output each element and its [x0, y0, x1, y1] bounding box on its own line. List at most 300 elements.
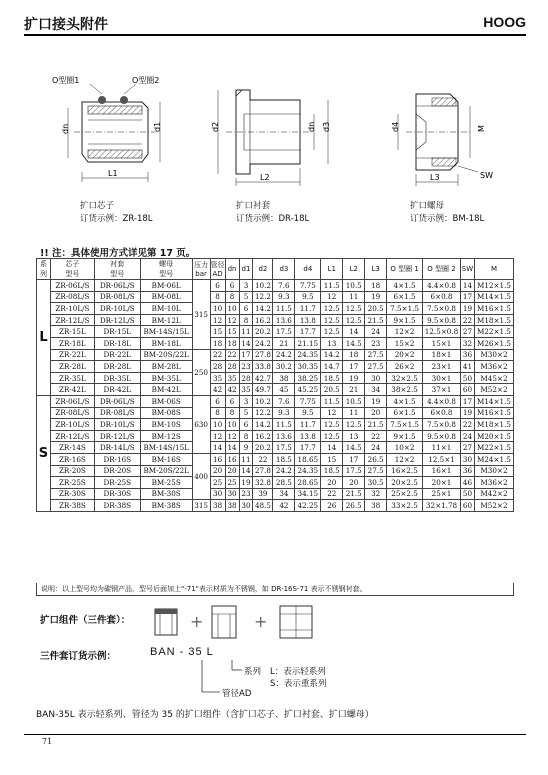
- header-rule: [24, 34, 526, 36]
- table-cell: 12.5: [343, 419, 365, 431]
- table-cell: 25: [225, 477, 239, 489]
- sleeve-drawing: [196, 74, 336, 194]
- sleeve-name: 扩口衬套: [236, 201, 271, 211]
- table-cell: 11: [239, 326, 253, 338]
- table-cell: BM-08L: [140, 291, 192, 303]
- th-l3: L3: [365, 259, 387, 280]
- table-cell: 22: [321, 488, 343, 500]
- table-row: [37, 326, 514, 338]
- table-cell: DR-42L: [94, 384, 140, 396]
- table-cell: 8: [225, 291, 239, 303]
- table-cell: BM-12L: [140, 314, 192, 326]
- table-cell: BM-06L: [140, 280, 192, 292]
- core-caption: [80, 200, 153, 226]
- table-cell: 18.5: [321, 372, 343, 384]
- table-cell: 10×2: [387, 442, 423, 454]
- table-cell: 5: [239, 291, 253, 303]
- table-cell: 13.6: [273, 314, 295, 326]
- table-cell: 45.25: [295, 384, 321, 396]
- th-series: 系 列: [37, 259, 51, 280]
- th-l2: L2: [343, 259, 365, 280]
- table-cell: 20.2: [254, 327, 271, 337]
- th-d3: d3: [273, 259, 295, 280]
- table-cell: DR-16S: [94, 453, 140, 465]
- table-cell: 21.15: [295, 337, 321, 349]
- table-cell: M36×2: [474, 477, 513, 489]
- table-cell: 8: [210, 407, 225, 419]
- table-cell: 13.8: [295, 314, 321, 326]
- table-cell: M16×1.5: [474, 303, 513, 315]
- th-nut: 螺母 型号: [140, 259, 192, 280]
- assembly-title: 扩口组件（三件套）：: [40, 615, 131, 626]
- th-d1: d1: [239, 259, 253, 280]
- table-cell: 32: [460, 337, 474, 349]
- table-cell: 30: [365, 372, 387, 384]
- table-cell: 12.2: [254, 292, 271, 302]
- table-cell: DR-20S: [94, 465, 140, 477]
- table-cell: 17.5: [343, 465, 365, 477]
- table-cell: M16×1.5: [474, 407, 513, 419]
- dim-d2: d2: [211, 121, 220, 132]
- table-cell: 7.75: [295, 395, 321, 407]
- th-m: M: [474, 259, 513, 280]
- dim-m: M: [477, 125, 486, 132]
- th-core: 芯子 型号: [50, 259, 94, 280]
- table-cell: 10.2: [254, 280, 271, 290]
- table-cell: 28: [210, 361, 225, 373]
- sleeve-order: 订货示例：DR-18L: [236, 214, 310, 224]
- table-cell: 50: [460, 372, 474, 384]
- page-title: 扩口接头附件: [24, 17, 108, 33]
- table-footnote: 说明：以上型号均为碳钢产品，型号后面加上"-71"表示材质为不锈钢，如 DR-16S-71 表示不锈钢衬套。: [36, 583, 514, 596]
- table-cell: 13.6: [273, 430, 295, 442]
- table-cell: 6: [239, 419, 253, 431]
- table-cell: 12.5: [321, 419, 343, 431]
- table-cell: 20: [343, 477, 365, 489]
- table-cell: ZR-35L: [50, 372, 94, 384]
- table-cell: 19: [460, 303, 474, 315]
- order-example-title: 三件套订货示例：: [40, 651, 117, 662]
- table-cell: BM-20S/22L: [140, 349, 192, 361]
- table-cell: 7.6: [273, 280, 295, 292]
- dim-l3: L3: [430, 173, 440, 182]
- page-number: 71: [42, 737, 53, 746]
- table-cell: 14.5: [343, 442, 365, 454]
- table-cell: 22: [460, 314, 474, 326]
- table-cell: 38: [225, 500, 239, 512]
- table-cell: 6: [210, 280, 225, 292]
- table-cell: 15: [225, 326, 239, 338]
- footer-rule: [24, 734, 526, 735]
- table-cell: 10: [210, 419, 225, 431]
- table-cell: 6×1.5: [387, 407, 423, 419]
- table-cell: BM-14S/15L: [140, 326, 192, 338]
- table-cell: ZR-30S: [50, 488, 94, 500]
- table-cell: 10: [225, 303, 239, 315]
- table-cell: 28.65: [295, 477, 321, 489]
- table-cell: 16.2: [254, 431, 271, 441]
- nut-caption: [410, 200, 484, 226]
- table-cell: 8: [239, 314, 253, 326]
- table-cell: 30: [225, 488, 239, 500]
- table-cell: 30: [460, 453, 474, 465]
- table-cell: 25×1: [423, 488, 461, 500]
- table-cell: 15×1: [423, 337, 461, 349]
- table-row: [37, 337, 514, 349]
- table-cell: 24.2: [273, 465, 295, 477]
- table-cell: M20×1.5: [474, 430, 513, 442]
- table-cell: 19: [365, 291, 387, 303]
- table-cell: 14.2: [321, 349, 343, 361]
- table-cell: 11: [343, 291, 365, 303]
- th-l1: L1: [321, 259, 343, 280]
- table-cell: 8: [225, 407, 239, 419]
- table-cell: 7.75: [295, 280, 321, 292]
- table-cell: 21.5: [365, 314, 387, 326]
- table-cell: 9×1.5: [387, 430, 423, 442]
- table-cell: 6: [210, 395, 225, 407]
- table-cell: 6×0.8: [423, 407, 461, 419]
- table-cell: 23: [239, 361, 253, 373]
- table-cell: 34: [365, 384, 387, 396]
- table-cell: 14: [239, 465, 253, 477]
- table-cell: 36: [460, 349, 474, 361]
- table-cell: BM-16S: [140, 453, 192, 465]
- table-cell: 14: [210, 442, 225, 454]
- nut-name: 扩口螺母: [410, 201, 445, 211]
- table-cell: 13.8: [295, 430, 321, 442]
- table-cell: 3: [239, 280, 253, 292]
- table-cell: M22×1.5: [474, 326, 513, 338]
- table-cell: 18×1: [423, 349, 461, 361]
- core-drawing: [52, 74, 182, 194]
- table-cell: 20×2: [387, 349, 423, 361]
- spec-table-body: [37, 280, 514, 512]
- table-row: [37, 442, 514, 454]
- th-oring2: O 型圈 2: [423, 259, 461, 280]
- table-cell: 41: [460, 361, 474, 373]
- table-cell: M42×2: [474, 488, 513, 500]
- table-cell: 22: [460, 419, 474, 431]
- table-cell: 26: [321, 500, 343, 512]
- table-cell: 19: [365, 395, 387, 407]
- table-cell: 32.8: [254, 477, 271, 487]
- table-cell: 11.5: [321, 395, 343, 407]
- table-cell: 7.5×0.8: [423, 303, 461, 315]
- table-cell: DR-06L/S: [94, 280, 140, 292]
- series-cell: L: [37, 280, 51, 396]
- table-cell: 30.2: [273, 361, 295, 373]
- table-row: [37, 395, 514, 407]
- table-cell: 14.2: [254, 419, 271, 429]
- table-cell: 12.5: [321, 326, 343, 338]
- table-cell: 12: [321, 407, 343, 419]
- core-name: 扩口芯子: [80, 201, 115, 211]
- table-cell: 38.25: [295, 372, 321, 384]
- order-od-label: 管径AD: [222, 689, 252, 699]
- table-cell: 23: [365, 337, 387, 349]
- order-series-s: S：表示重系列: [270, 679, 327, 689]
- table-cell: BM-42L: [140, 384, 192, 396]
- table-cell: 18: [365, 280, 387, 292]
- table-cell: ZR-15L: [50, 326, 94, 338]
- table-cell: M18×1.5: [474, 419, 513, 431]
- table-cell: 22: [253, 453, 273, 465]
- series-cell: S: [37, 395, 51, 511]
- table-cell: 20.2: [254, 443, 271, 453]
- table-cell: DR-15L: [94, 326, 140, 338]
- nut-order: 订货示例：BM-18L: [410, 214, 485, 224]
- table-row: [37, 384, 514, 396]
- table-cell: 18.5: [273, 453, 295, 465]
- table-cell: 24.35: [295, 349, 321, 361]
- table-cell: ZR-16S: [50, 453, 94, 465]
- table-cell: 9.5: [295, 407, 321, 419]
- o-ring-1-label: O型圈1: [52, 76, 80, 85]
- table-cell: 22: [365, 430, 387, 442]
- table-cell: 11×1: [423, 442, 461, 454]
- table-cell: 12.5×0.8: [423, 326, 461, 338]
- table-cell: BM-35L: [140, 372, 192, 384]
- table-cell: 12: [321, 291, 343, 303]
- page-header: [24, 14, 526, 36]
- table-cell: 7.6: [273, 395, 295, 407]
- table-cell: 27.8: [254, 466, 271, 476]
- table-cell: 17: [460, 395, 474, 407]
- table-cell: 16×1: [423, 465, 461, 477]
- table-cell: 14: [239, 337, 253, 349]
- table-cell: 12: [210, 314, 225, 326]
- table-row: [37, 314, 514, 326]
- table-cell: 14: [321, 442, 343, 454]
- table-cell: 11.5: [321, 280, 343, 292]
- pressure-cell: 315: [192, 500, 210, 512]
- table-cell: M12×1.5: [474, 280, 513, 292]
- table-cell: 4×1.5: [387, 280, 423, 292]
- table-row: [37, 465, 514, 477]
- table-cell: ZR-20S: [50, 465, 94, 477]
- dim-d4: d4: [391, 121, 400, 132]
- table-cell: 26.5: [365, 453, 387, 465]
- table-cell: M30×2: [474, 465, 513, 477]
- table-cell: 4.4×0.8: [423, 280, 461, 292]
- table-cell: 15: [210, 326, 225, 338]
- table-cell: 38: [210, 500, 225, 512]
- dim-d3: d3: [322, 121, 331, 132]
- table-cell: ZR-14S: [50, 442, 94, 454]
- table-cell: 20: [210, 465, 225, 477]
- table-cell: M18×1.5: [474, 314, 513, 326]
- table-cell: 18: [210, 337, 225, 349]
- table-cell: 11.7: [295, 303, 321, 315]
- table-cell: 23×1: [423, 361, 461, 373]
- table-cell: 35: [225, 372, 239, 384]
- table-cell: 27.8: [254, 350, 271, 360]
- table-cell: 42.7: [254, 373, 271, 383]
- table-cell: ZR-06L/S: [50, 280, 94, 292]
- table-cell: 9: [239, 442, 253, 454]
- table-cell: 18: [343, 349, 365, 361]
- table-cell: 20.5: [365, 303, 387, 315]
- table-cell: DR-12L/S: [94, 314, 140, 326]
- table-cell: 17: [343, 453, 365, 465]
- table-cell: 42: [225, 384, 239, 396]
- table-cell: 20: [365, 407, 387, 419]
- table-cell: 32×2.5: [387, 372, 423, 384]
- table-row: [37, 453, 514, 465]
- table-cell: DR-10L/S: [94, 303, 140, 315]
- table-cell: 6: [225, 395, 239, 407]
- order-series-l: L：表示轻系列: [270, 667, 326, 677]
- table-cell: ZR-10L/S: [50, 419, 94, 431]
- table-cell: 13: [321, 337, 343, 349]
- table-row: [37, 430, 514, 442]
- table-cell: 13: [343, 430, 365, 442]
- table-cell: 9.3: [273, 407, 295, 419]
- table-cell: 12: [225, 430, 239, 442]
- table-cell: 20: [225, 465, 239, 477]
- th-d2: d2: [253, 259, 273, 280]
- table-cell: 38: [365, 500, 387, 512]
- table-cell: 33.8: [254, 361, 271, 371]
- brand-logo: HOOG: [483, 14, 526, 30]
- table-cell: 32: [365, 488, 387, 500]
- table-cell: 12.5: [343, 303, 365, 315]
- table-cell: 17.5: [273, 442, 295, 454]
- table-row: [37, 488, 514, 500]
- table-cell: M14×1.5: [474, 291, 513, 303]
- table-cell: 25: [210, 477, 225, 489]
- table-cell: 8: [210, 291, 225, 303]
- table-cell: DR-22L: [94, 349, 140, 361]
- table-cell: 15: [321, 453, 343, 465]
- table-cell: 36: [460, 465, 474, 477]
- table-cell: 23: [239, 488, 253, 500]
- table-cell: BM-20S/22L: [140, 465, 192, 477]
- table-cell: 8: [239, 430, 253, 442]
- table-cell: 24: [365, 442, 387, 454]
- table-cell: ZR-38S: [50, 500, 94, 512]
- table-cell: DR-14L/S: [94, 442, 140, 454]
- table-cell: 27.5: [365, 465, 387, 477]
- table-cell: 26×2: [387, 361, 423, 373]
- table-cell: BM-14S/15L: [140, 442, 192, 454]
- table-cell: DR-10L/S: [94, 419, 140, 431]
- assembly-nut-icon: [276, 602, 316, 642]
- table-cell: ZR-10L/S: [50, 303, 94, 315]
- table-cell: 14: [343, 326, 365, 338]
- table-cell: 39: [253, 488, 273, 500]
- table-row: [37, 280, 514, 292]
- table-cell: 20×2.5: [387, 477, 423, 489]
- table-cell: BM-28L: [140, 361, 192, 373]
- table-cell: DR-38S: [94, 500, 140, 512]
- table-cell: 3: [239, 395, 253, 407]
- table-cell: 18.65: [295, 453, 321, 465]
- table-cell: ZR-42L: [50, 384, 94, 396]
- table-cell: 27: [460, 442, 474, 454]
- sleeve-caption: [236, 200, 309, 226]
- table-cell: 14: [460, 280, 474, 292]
- core-order: 订货示例：ZR-18L: [80, 214, 153, 224]
- table-cell: 18: [225, 337, 239, 349]
- table-cell: ZR-08L/S: [50, 291, 94, 303]
- table-cell: 28: [225, 361, 239, 373]
- dim-l1: L1: [108, 169, 118, 178]
- table-cell: 38: [273, 372, 295, 384]
- table-cell: 10.5: [343, 395, 365, 407]
- table-cell: 12.5: [343, 314, 365, 326]
- table-cell: ZR-12L/S: [50, 314, 94, 326]
- pressure-cell: 315: [192, 280, 210, 350]
- table-cell: 28: [239, 372, 253, 384]
- table-cell: 30.5: [365, 477, 387, 489]
- th-d4: d4: [295, 259, 321, 280]
- table-cell: 11: [239, 453, 253, 465]
- table-cell: 26.5: [343, 500, 365, 512]
- plus-sign-1: +: [190, 612, 204, 631]
- table-cell: ZR-28L: [50, 361, 94, 373]
- table-cell: BM-30S: [140, 488, 192, 500]
- table-cell: 16: [210, 453, 225, 465]
- order-series-label: 系列: [244, 667, 262, 677]
- table-row: [37, 361, 514, 373]
- dim-dn: dn: [61, 123, 70, 134]
- table-row: [37, 477, 514, 489]
- table-cell: BM-10L: [140, 303, 192, 315]
- table-cell: 60: [460, 384, 474, 396]
- nut-drawing: [370, 74, 510, 194]
- table-cell: 42: [210, 384, 225, 396]
- table-cell: M36×2: [474, 361, 513, 373]
- table-cell: 17.7: [295, 442, 321, 454]
- table-cell: 30: [239, 500, 253, 512]
- table-cell: 4.4×0.8: [423, 395, 461, 407]
- table-row: [37, 349, 514, 361]
- dim-sw: SW: [480, 171, 493, 180]
- table-cell: 12.5: [321, 430, 343, 442]
- table-row: [37, 303, 514, 315]
- table-cell: 30.35: [295, 361, 321, 373]
- table-cell: 50: [460, 488, 474, 500]
- table-cell: 17: [460, 291, 474, 303]
- table-cell: ZR-22L: [50, 349, 94, 361]
- table-row: [37, 500, 514, 512]
- table-cell: 10: [210, 303, 225, 315]
- table-cell: 7.5×1.5: [387, 303, 423, 315]
- dim-l2: L2: [260, 173, 270, 182]
- table-cell: 27: [460, 326, 474, 338]
- table-cell: DR-12L/S: [94, 430, 140, 442]
- table-cell: 27.5: [365, 349, 387, 361]
- table-cell: 11.7: [295, 419, 321, 431]
- table-cell: 24: [460, 430, 474, 442]
- th-dn: dn: [225, 259, 239, 280]
- table-cell: 16: [225, 453, 239, 465]
- th-oring1: O 型圈 1: [387, 259, 423, 280]
- table-cell: 42: [273, 500, 295, 512]
- table-cell: 37×1: [423, 384, 461, 396]
- table-cell: ZR-25S: [50, 477, 94, 489]
- spec-table: [36, 258, 514, 512]
- table-cell: M14×1.5: [474, 395, 513, 407]
- dim-dn-sleeve: dn: [307, 121, 316, 132]
- table-cell: 20.5: [321, 384, 343, 396]
- table-cell: 33×2.5: [387, 500, 423, 512]
- table-cell: 9.3: [273, 291, 295, 303]
- table-cell: M22×1.5: [474, 442, 513, 454]
- table-cell: 17: [343, 361, 365, 373]
